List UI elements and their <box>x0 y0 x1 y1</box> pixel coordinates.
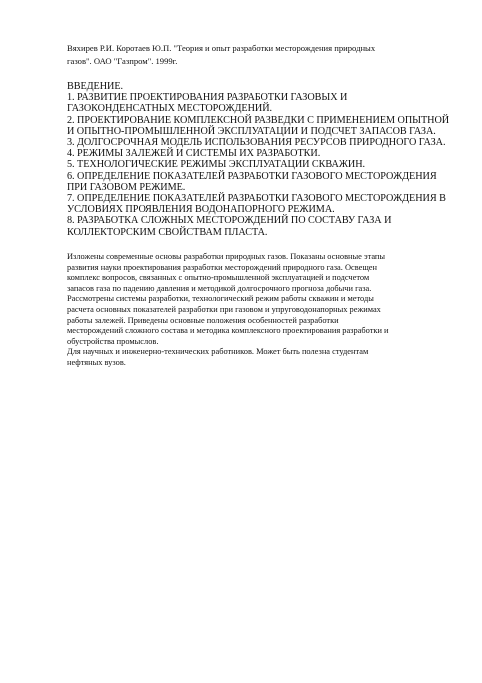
reference-line: газов". ОАО "Газпром". 1999г. <box>67 56 178 66</box>
abstract-line: нефтяных вузов. <box>67 357 126 367</box>
toc-line: 6. ОПРЕДЕЛЕНИЕ ПОКАЗАТЕЛЕЙ РАЗРАБОТКИ ГАЗОВОГО МЕСТОРОЖДЕНИЯ <box>67 170 437 182</box>
abstract-line: месторождений сложного состава и методика комплексного проектирования разработки и <box>67 326 389 336</box>
abstract-line: Рассмотрены системы разработки, технологический режим работы скважин и методы <box>67 294 374 304</box>
toc-line: ГАЗОКОНДЕНСАТНЫХ МЕСТОРОЖДЕНИЙ. <box>67 103 273 115</box>
toc-line: УСЛОВИЯХ ПРОЯВЛЕНИЯ ВОДОНАПОРНОГО РЕЖИМА. <box>67 204 335 216</box>
abstract-line: Для научных и инженерно-технических работников. Может быть полезна студентам <box>67 347 369 357</box>
abstract-line: комплекс вопросов, связанных с опытно-промышленной эксплуатацией и подсчетом <box>67 273 370 283</box>
toc-line: 4. РЕЖИМЫ ЗАЛЕЖЕЙ И СИСТЕМЫ ИХ РАЗРАБОТКИ. <box>67 148 321 160</box>
toc-line: 3. ДОЛГОСРОЧНАЯ МОДЕЛЬ ИСПОЛЬЗОВАНИЯ РЕСУРСОВ ПРИРОДНОГО ГАЗА. <box>67 137 446 149</box>
toc-line: И ОПЫТНО-ПРОМЫШЛЕННОЙ ЭКСПЛУАТАЦИИ И ПОДСЧЕТ ЗАПАСОВ ГАЗА. <box>67 125 436 137</box>
abstract-line: Изложены современные основы разработки природных газов. Показаны основные этапы <box>67 252 386 261</box>
toc-line: 7. ОПРЕДЕЛЕНИЕ ПОКАЗАТЕЛЕЙ РАЗРАБОТКИ ГАЗОВОГО МЕСТОРОЖДЕНИЯ В <box>67 193 446 205</box>
abstract-line: расчета основных показателей разработки при газовом и упруговодонапорных режимах <box>67 304 381 314</box>
abstract-line: обустройства промыслов. <box>67 336 159 346</box>
abstract-line: развития науки проектирования разработки месторождений природного газа. Освещен <box>67 262 377 272</box>
reference-line: Вяхирев Р.И. Коротаев Ю.П. "Теория и опыт разработки месторождения природных <box>67 43 376 53</box>
toc-line: ПРИ ГАЗОВОМ РЕЖИМЕ. <box>67 181 186 193</box>
bibliographic-reference <box>67 42 467 68</box>
toc-line: 1. РАЗВИТИЕ ПРОЕКТИРОВАНИЯ РАЗРАБОТКИ ГАЗОВЫХ И <box>67 92 348 104</box>
toc-heading: ВВЕДЕНИЕ. <box>67 81 124 92</box>
toc-line: 5. ТЕХНОЛОГИЧЕСКИЕ РЕЖИМЫ ЭКСПЛУАТАЦИИ СКВАЖИН. <box>67 159 366 171</box>
table-of-contents <box>67 81 467 238</box>
toc-line: 2. ПРОЕКТИРОВАНИЕ КОМПЛЕКСНОЙ РАЗВЕДКИ С ПРИМЕНЕНИЕМ ОПЫТНОЙ <box>67 114 450 126</box>
abstract-line: запасов газа по падению давления и методикой долгосрочного прогноза добычи газа. <box>67 283 372 293</box>
abstract-paragraph <box>67 252 467 369</box>
toc-line: 8. РАЗРАБОТКА СЛОЖНЫХ МЕСТОРОЖДЕНИЙ ПО СОСТАВУ ГАЗА И <box>67 215 392 227</box>
toc-line: КОЛЛЕКТОРСКИМ СВОЙСТВАМ ПЛАСТА. <box>67 226 268 238</box>
abstract-line: работы залежей. Приведены основные положения особенностей разработки <box>67 315 339 325</box>
